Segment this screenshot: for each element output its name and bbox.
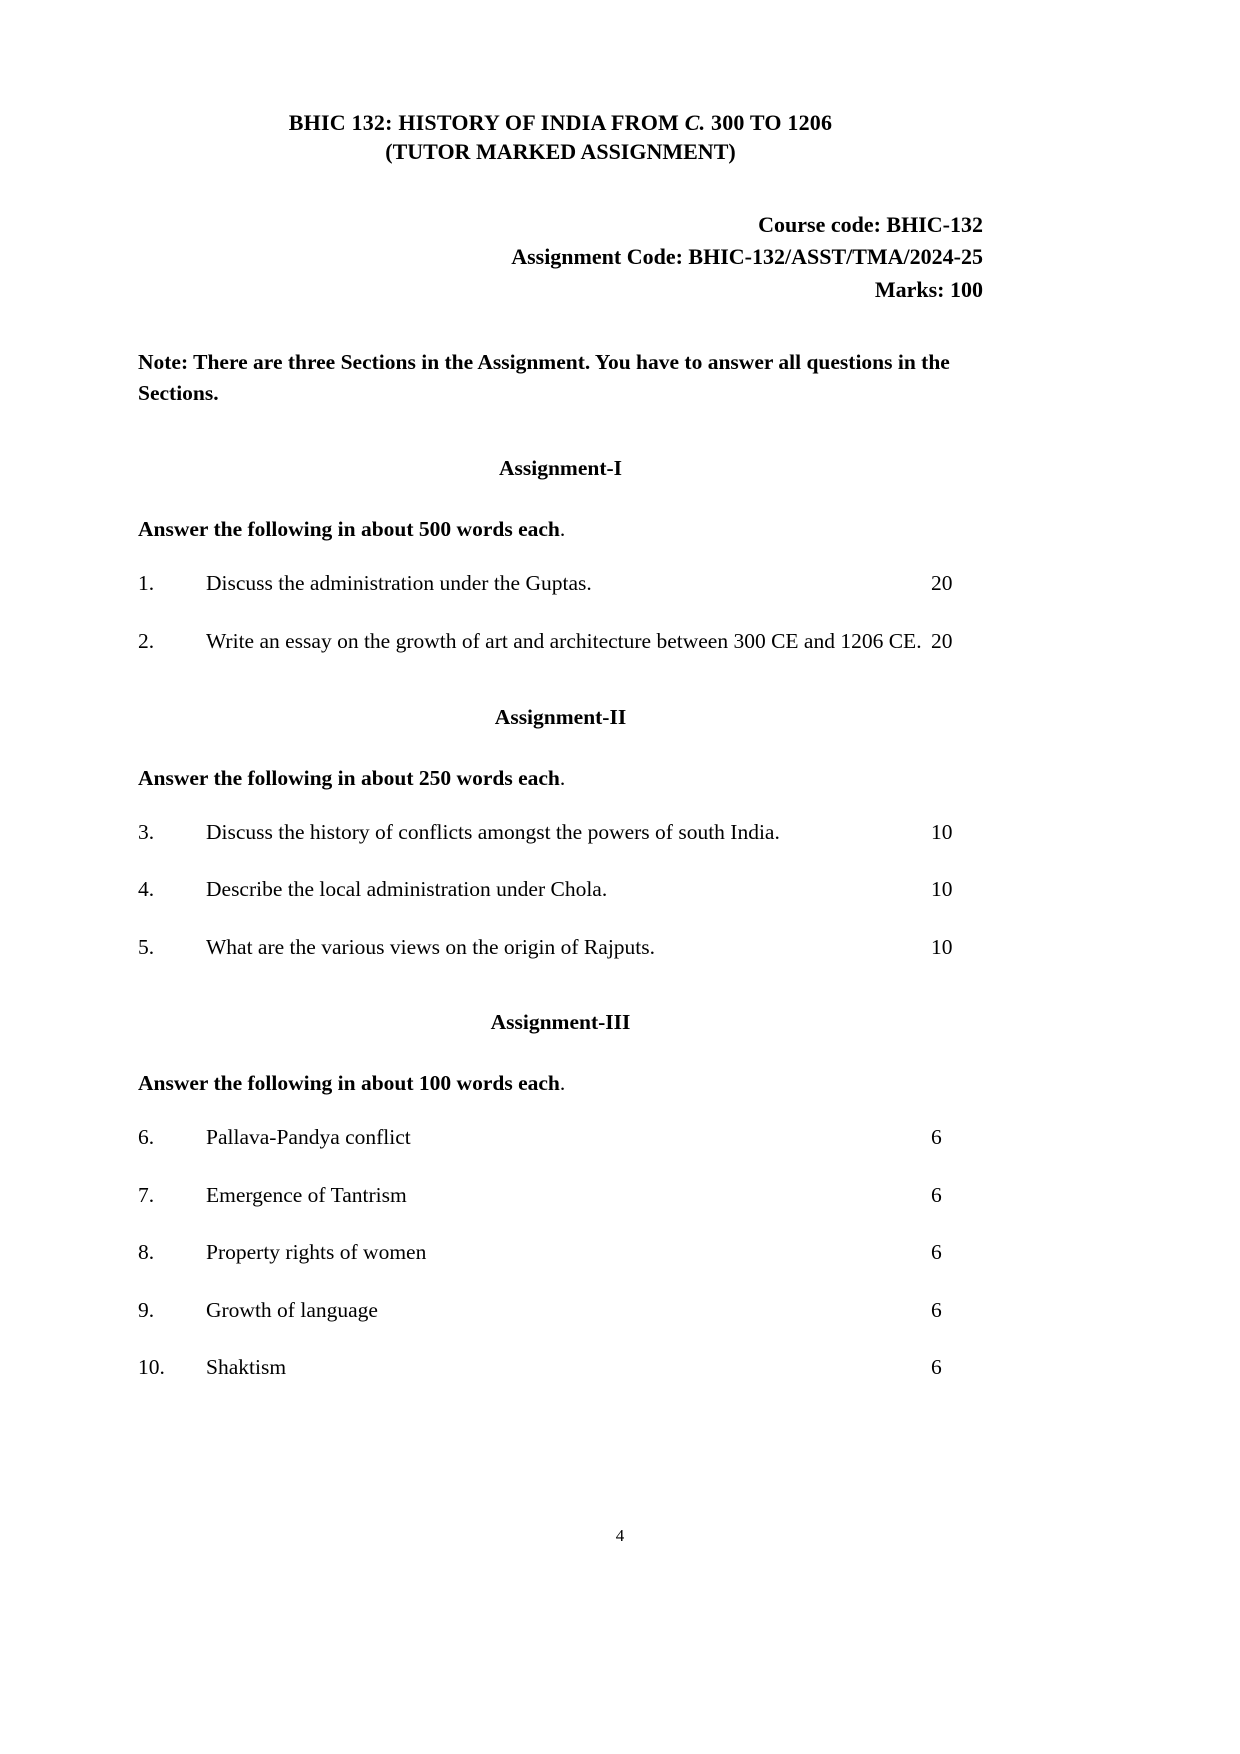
question-text: Write an essay on the growth of art and architecture between 300 CE and 1206 CE. [206,629,922,653]
question-number: 10. [138,1355,165,1380]
question-row [138,568,983,599]
section-instruction [138,517,983,542]
question-marks: 10 [931,934,953,959]
question-text: Property rights of women [206,1240,427,1265]
question-marks: 10 [931,819,953,844]
section-instruction-period: . [559,517,566,542]
course-code: Course code: BHIC-132 [758,211,983,237]
section-instruction [138,766,983,791]
question-marks: 6 [931,1355,942,1380]
question-number: 4. [138,877,155,902]
document-title-suffix: 300 TO 1206 [705,110,833,135]
question-text: Emergence of Tantrism [206,1182,407,1207]
question-text: Describe the local administration under Chola. [206,877,608,902]
question-row [138,874,983,905]
section-instruction-bold: Answer the following in about 100 words each [138,1071,560,1096]
question-number: 7. [138,1182,155,1207]
question-marks: 20 [931,629,953,653]
question-text: Growth of language [206,1297,378,1322]
question-text: Shaktism [206,1355,287,1380]
question-text: Discuss the administration under the Guptas. [206,571,592,596]
document-title-italic-c: C. [684,110,706,135]
section-heading: Assignment-I [498,456,623,481]
question-number: 6. [138,1125,155,1150]
question-marks: 6 [931,1182,942,1207]
question-row [138,1122,983,1153]
question-number: 5. [138,934,155,959]
question-number: 9. [138,1297,155,1322]
question-text: Pallava-Pandya conflict [206,1125,411,1150]
section-instruction-bold: Answer the following in about 500 words each [138,517,560,542]
question-row [138,932,983,963]
question-list [138,1122,983,1383]
question-row [138,817,983,848]
question-row [138,1295,983,1326]
section-instruction-period: . [559,765,566,790]
course-meta-block [138,209,983,307]
section-instruction-bold: Answer the following in about 250 words each [138,765,560,790]
question-number: 3. [138,819,155,844]
question-marks: 6 [931,1240,942,1265]
question-text: Discuss the history of conflicts amongst the powers of south India. [206,819,780,844]
question-number: 8. [138,1240,155,1265]
question-list [138,568,983,656]
document-subtitle: (TUTOR MARKED ASSIGNMENT) [385,139,736,165]
assignment-code: Assignment Code: BHIC-132/ASST/TMA/2024-25 [511,244,983,270]
section-instruction-period: . [559,1071,566,1096]
question-marks: 6 [931,1297,942,1322]
total-marks: Marks: 100 [874,277,983,303]
question-row [138,1352,983,1383]
section-instruction [138,1071,983,1096]
question-list [138,817,983,963]
question-row [138,1180,983,1211]
section-heading: Assignment-III [490,1010,631,1035]
page-content [138,108,983,1410]
question-marks: 20 [931,571,953,596]
question-text: What are the various views on the origin of Rajputs. [206,934,656,959]
question-number: 1. [138,571,155,596]
question-row [138,1237,983,1268]
document-title-prefix: BHIC 132: HISTORY OF INDIA FROM [288,110,685,135]
assignment-note: Note: There are three Sections in the Assignment. You have to answer all questions in the Sections. [138,349,950,405]
section-heading: Assignment-II [494,704,627,729]
question-row [138,626,983,657]
question-marks: 10 [931,877,953,902]
document-title [138,108,983,137]
question-marks: 6 [931,1125,942,1150]
page-footer: 4 [615,1526,625,1545]
sections-container [138,456,983,1382]
question-number: 2. [138,629,155,653]
